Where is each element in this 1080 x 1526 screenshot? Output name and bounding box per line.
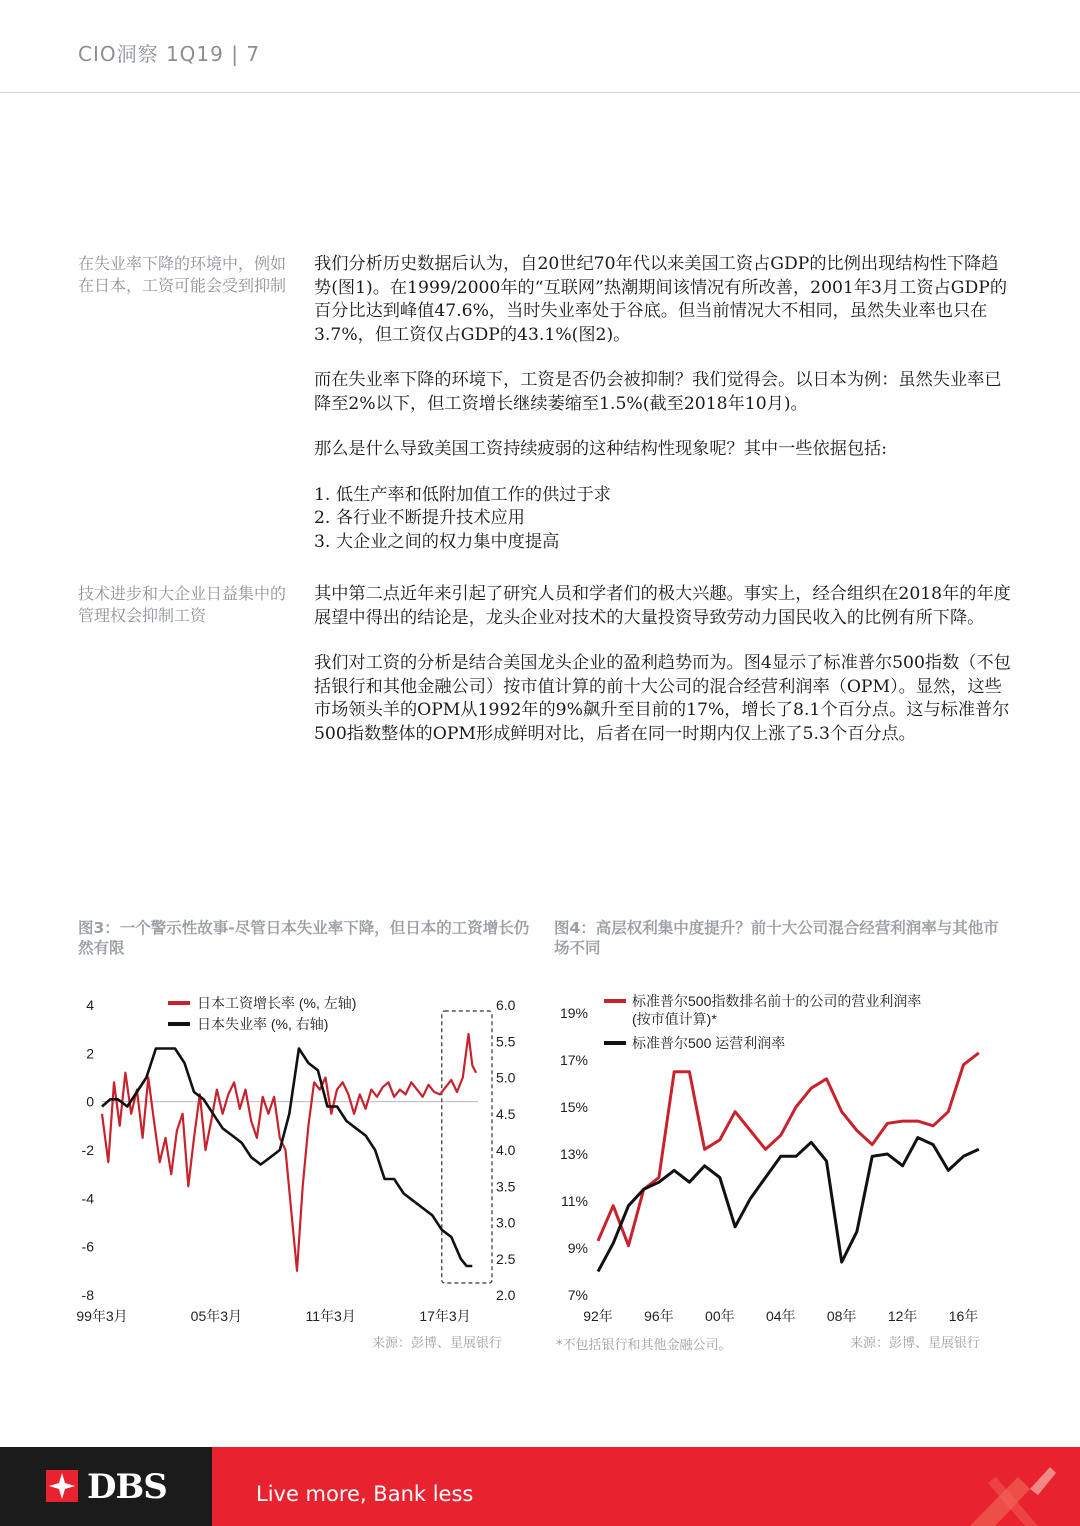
body-text-2 (314, 583, 1014, 768)
chart4-note: *不包括银行和其他金融公司。 (556, 1338, 732, 1353)
sidebar-note-2: 技术进步和大企业日益集中的管理权会抑制工资 (78, 584, 287, 625)
chart4-source: 来源：彭博、星展银行 (850, 1336, 981, 1351)
y-left-tick-label: 2 (86, 1045, 94, 1062)
sidebar-note-1: 在失业率下降的环境中，例如在日本，工资可能会受到抑制 (78, 254, 287, 295)
y-left-tick-label: 4 (86, 997, 94, 1013)
legend-label: 日本工资增长率 (%, 左轴) (197, 995, 357, 1011)
chart4-title: 图4：高层权利集中度提升？前十大公司混合经营利润率与其他市场不同 (554, 919, 999, 957)
series-line-wage-growth (102, 1034, 476, 1271)
y-right-tick-label: 2.0 (496, 1287, 516, 1303)
y-left-tick-label: -6 (81, 1238, 94, 1255)
x-tick-label: 11年3月 (305, 1308, 356, 1324)
x-tick-label: 12年 (887, 1308, 918, 1324)
legend-label: 标准普尔500 运营利润率 (632, 1035, 786, 1051)
x-tick-label: 05年3月 (190, 1308, 243, 1324)
y-tick-label: 7% (567, 1287, 588, 1303)
chart4 (548, 985, 1018, 1355)
y-right-tick-label: 3.5 (496, 1178, 516, 1195)
legend-label: 日本失业率 (%, 右轴) (197, 1016, 329, 1032)
x-tick-label: 08年 (826, 1308, 857, 1324)
y-right-tick-label: 2.5 (496, 1250, 516, 1267)
footer (0, 1447, 1080, 1526)
list-item: 3. 大企业之间的权力集中度提高 (314, 531, 560, 552)
x-tick-label: 17年3月 (419, 1308, 471, 1324)
x-tick-label: 16年 (948, 1308, 979, 1324)
y-tick-label: 11% (561, 1193, 588, 1209)
chart3-source: 来源：彭博、星展银行 (372, 1336, 503, 1351)
y-right-tick-label: 6.0 (496, 997, 516, 1013)
y-tick-label: 13% (559, 1146, 588, 1162)
y-right-tick-label: 4.0 (496, 1142, 516, 1158)
paragraph-5: 我们对工资的分析是结合美国龙头企业的盈利趋势而为。图4显示了标准普尔500指数（不包括银行和其他金融公司）按市值计算的前十大公司的混合经营利润率（OPM）。显然，这些市场领头羊的OPM从1992年的9%飙升至目前的17%，增长了8.1个百分点。这与标准普尔500指数整体的OPM形成鲜明对比，后者在同一时期内仅上涨了5.3个百分点。 (314, 653, 1011, 744)
list-item: 1. 低生产率和低附加值工作的供过于求 (314, 484, 611, 505)
paragraph-4: 其中第二点近年来引起了研究人员和学者们的极大兴趣。事实上，经合组织在2018年的年度展望中得出的结论是，龙头企业对技术的大量投资导致劳动力国民收入的比例有所下降。 (314, 584, 1011, 628)
chart3-title: 图3：一个警示性故事-尽管日本失业率下降，但日本的工资增长仍然有限 (78, 919, 530, 957)
x-tick-label: 96年 (644, 1308, 674, 1324)
paragraph-3: 那么是什么导致美国工资持续疲弱的这种结构性现象呢？其中一些依据包括: (314, 439, 887, 459)
y-tick-label: 9% (567, 1240, 588, 1256)
paragraph-2: 而在失业率下降的环境下，工资是否仍会被抑制？我们觉得会。以日本为例：虽然失业率已降至2%以下，但工资增长继续萎缩至1.5%(截至2018年10月)。 (314, 370, 1002, 414)
x-tick-label: 92年 (583, 1308, 613, 1324)
paragraph-1: 我们分析历史数据后认为，自20世纪70年代以来美国工资占GDP的比例出现结构性下降趋势(图1)。在1999/2000年的“互联网”热潮期间该情况有所改善，2001年3月工资占GDP的百分比达到峰值47.6%，当时失业率处于谷底。但当前情况大不相同，虽然失业率也只在3.7%，但工资仅占GDP的43.1%(图2)。 (314, 254, 1008, 345)
y-right-tick-label: 4.5 (496, 1105, 516, 1122)
footer-logo-block (0, 1447, 212, 1526)
footer-tagline: Live more, Bank less (256, 1482, 474, 1506)
x-tick-label: 00年 (705, 1308, 735, 1324)
chart3 (70, 985, 530, 1355)
y-tick-label: 17% (559, 1052, 588, 1068)
series-line-sp500-margin (598, 1138, 979, 1272)
y-left-tick-label: -8 (81, 1287, 94, 1303)
y-right-tick-label: 5.0 (496, 1069, 516, 1086)
dbs-logo-text: DBS (87, 1467, 167, 1507)
x-tick-label: 99年3月 (76, 1308, 128, 1324)
y-tick-label: 15% (559, 1099, 588, 1115)
y-left-tick-label: 0 (86, 1093, 94, 1110)
body-text-1 (314, 253, 1014, 554)
reasons-list (314, 484, 1014, 555)
dbs-star-icon (46, 1470, 78, 1502)
y-right-tick-label: 3.0 (496, 1214, 516, 1231)
y-left-tick-label: -4 (81, 1190, 94, 1207)
y-tick-label: 19% (559, 1005, 588, 1021)
footer-star-decoration-icon (900, 1447, 1080, 1526)
series-line-top10-margin (598, 1053, 979, 1246)
list-item: 2. 各行业不断提升技术应用 (314, 508, 525, 528)
x-tick-label: 04年 (765, 1308, 796, 1324)
y-right-tick-label: 5.5 (496, 1033, 516, 1050)
y-left-tick-label: -2 (81, 1142, 94, 1158)
legend-label: 标准普尔500指数排名前十的公司的营业利润率(按市值计算)* (632, 993, 922, 1027)
header-title: CIO洞察 1Q19 | 7 (78, 42, 261, 66)
page-header (0, 0, 1080, 93)
